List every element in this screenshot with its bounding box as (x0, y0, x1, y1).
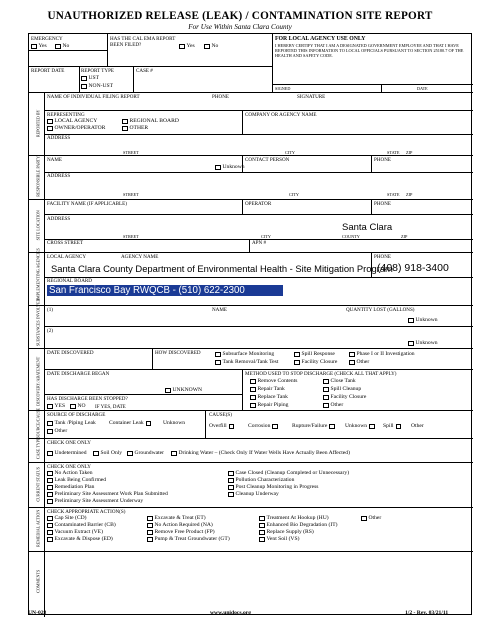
discovery-side-label: DISCOVERY/ABATEMENT (35, 356, 41, 406)
reported-by-side-label: REPORTED BY (35, 109, 41, 138)
substance-2-label: (2) (47, 328, 53, 334)
emergency-label: EMERGENCY (31, 36, 63, 42)
status-work-plan-checkbox[interactable]: Preliminary Site Assessment Work Plan Submitted (47, 491, 168, 498)
facility-closure-checkbox[interactable]: Facility Closure (294, 359, 337, 366)
calema-label: HAS THE CAL EMA REPORT BEEN FILED? (110, 36, 176, 48)
responsible-state-caption: STATE (387, 192, 400, 197)
site-phone-label: PHONE (374, 201, 391, 207)
site-county-caption: COUNTY (342, 234, 360, 239)
filer-phone-label: PHONE (212, 94, 229, 100)
emergency-no-checkbox[interactable]: No (55, 43, 69, 50)
source-unknown-checkbox[interactable]: Unknown (163, 420, 186, 426)
agency-phone-label: PHONE (374, 254, 391, 260)
cause-unknown-checkbox[interactable]: Unknown (345, 423, 377, 430)
quantity-lost-label: QUANTITY LOST (GALLONS) (346, 307, 415, 313)
site-zip-caption: ZIP (401, 234, 408, 239)
repair-piping-checkbox[interactable]: Repair Piping (250, 402, 288, 409)
method-stop-label: METHOD USED TO STOP DISCHARGE (CHECK ALL THAT APPLY) (245, 371, 397, 377)
substance-2-unknown-checkbox[interactable]: Unknown (408, 340, 438, 347)
substance-name-label: NAME (212, 307, 227, 313)
pump-treat-checkbox[interactable]: Pump & Treat Groundwater (GT) (147, 536, 230, 543)
replace-supply-checkbox[interactable]: Replace Supply (RS) (259, 529, 314, 536)
responsible-name-label: NAME (47, 157, 62, 163)
excavate-treat-checkbox[interactable]: Excavate & Treat (ET) (147, 515, 206, 522)
how-discovered-label: HOW DISCOVERED (155, 350, 201, 356)
tank-removal-checkbox[interactable]: Tank Removal/Tank Test (215, 359, 278, 366)
responsible-unknown-checkbox[interactable]: Unknown (215, 164, 245, 171)
comments-field[interactable] (46, 553, 470, 613)
rupture-failure-checkbox[interactable]: Rupture/Failure (292, 423, 337, 430)
enhanced-bio-checkbox[interactable]: Enhanced Bio Degradation (IT) (259, 522, 337, 529)
repair-tank-checkbox[interactable]: Repair Tank (250, 386, 285, 393)
spill-cleanup-checkbox[interactable]: Spill Cleanup (323, 386, 361, 393)
report-date-label: REPORT DATE (31, 68, 65, 74)
facility-name-label: FACILITY NAME (IF APPLICABLE) (47, 201, 127, 207)
site-street-caption: STREET (123, 234, 139, 239)
case-type-side-label: CASE TYPE (35, 437, 41, 460)
reporter-state-caption: STATE (387, 150, 400, 155)
status-case-closed-checkbox[interactable]: Case Closed (Cleanup Completed or Unnecessary) (228, 470, 349, 477)
current-status-side-label: CURRENT STATUS (35, 466, 41, 502)
phase-investigation-checkbox[interactable]: Phase I or II Investigation (349, 351, 415, 358)
local-agency-label: LOCAL AGENCY (47, 254, 87, 260)
implementing-agencies-side-label: IMPLEMENTING AGENCIES (35, 248, 41, 301)
contact-person-label: CONTACT PERSON (245, 157, 290, 163)
report-type-label: REPORT TYPE (81, 68, 115, 74)
status-leak-confirmed-checkbox[interactable]: Leak Being Confirmed (47, 477, 106, 484)
local-agency-use-heading: FOR LOCAL AGENCY USE ONLY (275, 36, 366, 42)
responsible-phone-label: PHONE (374, 157, 391, 163)
agency-name-label: AGENCY NAME (121, 254, 159, 260)
certification-text: I HEREBY CERTIFY THAT I AM A DESIGNATED GOVERNMENT EMPLOYEE AND THAT I HAVE REPORTED THIS INFORMATION TO LOCAL OFFICIALS PURSUANT TO SECTION 25180.7 OF THE HEALTH AND SAFETY CODE. (275, 43, 464, 59)
responsible-party-side-label: RESPONSIBLE PARTY (35, 155, 41, 197)
stopped-yes-checkbox[interactable]: YES (47, 403, 65, 410)
tank-piping-leak-checkbox[interactable]: Tank /Piping Leak (47, 420, 96, 427)
site-city-caption: CITY (261, 234, 272, 239)
signed-label: SIGNED (275, 86, 291, 91)
discovery-other-checkbox[interactable]: Other (349, 359, 369, 366)
cause-other-checkbox[interactable]: Other (411, 423, 424, 429)
vent-soil-checkbox[interactable]: Vent Soil (VS) (259, 536, 299, 543)
excavate-dispose-checkbox[interactable]: Excavate & Dispose (ED) (47, 536, 113, 543)
reporter-street-caption: STREET (123, 150, 139, 155)
apn-label: APN # (252, 240, 267, 246)
report-form (28, 33, 472, 615)
date-discharge-label: DATE DISCHARGE BEGAN (47, 371, 110, 377)
emergency-yes-checkbox[interactable]: Yes (31, 43, 47, 50)
filer-name-label: NAME OF INDIVIDUAL FILING REPORT (47, 94, 140, 100)
representing-other-checkbox[interactable]: OTHER (122, 125, 148, 132)
date-discovered-label: DATE DISCOVERED (47, 350, 94, 356)
substance-1-label: (1) (47, 307, 53, 313)
representing-regional-board-checkbox[interactable]: REGIONAL BOARD (122, 118, 179, 125)
revision: 1/2 - Rev. 03/21/11 (405, 610, 449, 616)
vacuum-extract-checkbox[interactable]: Vacuum Extract (VE) (47, 529, 103, 536)
substance-1-unknown-checkbox[interactable]: Unknown (408, 317, 438, 324)
non-ust-checkbox[interactable]: NON-UST (81, 83, 113, 90)
replace-tank-checkbox[interactable]: Replace Tank (250, 394, 288, 401)
form-subtitle: For Use Within Santa Clara County (188, 23, 292, 31)
filer-signature-label: SIGNATURE (297, 94, 326, 100)
reporter-city-caption: CITY (285, 150, 296, 155)
representing-owner-operator-checkbox[interactable]: OWNER/OPERATOR (47, 125, 105, 132)
comments-side-label: COMMENTS (35, 569, 41, 593)
drinking-water-checkbox[interactable]: Drinking Water – (Check Only If Water Wells Have Actually Been Affected) (171, 450, 350, 457)
remedial-action-side-label: REMEDIAL ACTION (35, 509, 41, 547)
subsurface-monitoring-checkbox[interactable]: Subsurface Monitoring (215, 351, 274, 358)
website: www.unidocs.org (210, 610, 252, 616)
undetermined-checkbox[interactable]: Undetermined (47, 450, 87, 457)
method-other-checkbox[interactable]: Other (323, 402, 343, 409)
cap-site-checkbox[interactable]: Cap Site (CD) (47, 515, 87, 522)
remove-free-product-checkbox[interactable]: Remove Free Product (FP) (147, 529, 215, 536)
treatment-hookup-checkbox[interactable]: Treatment At Hookup (HU) (259, 515, 329, 522)
representing-label: REPRESENTING (47, 112, 85, 118)
status-check-label: CHECK ONE ONLY (47, 464, 91, 470)
source-other-checkbox[interactable]: Other (47, 428, 67, 435)
agency-phone-value: (408) 918-3400 (377, 262, 449, 274)
overfill-checkbox[interactable]: Overfill (209, 423, 236, 430)
substances-side-label: SUBSTANCES INVOLVED (35, 298, 41, 347)
form-title: UNAUTHORIZED RELEASE (LEAK) / CONTAMINATION SITE REPORT (47, 10, 433, 22)
remedial-other-checkbox[interactable]: Other (361, 515, 381, 522)
local-agency-value: Santa Clara County Department of Environmental Health - Site Mitigation Program (51, 263, 393, 274)
responsible-zip-caption: ZIP (406, 192, 413, 197)
company-name-label: COMPANY OR AGENCY NAME (245, 112, 317, 118)
causes-label: CAUSE(S) (209, 412, 232, 418)
status-remediation-plan-checkbox[interactable]: Remediation Plan (47, 484, 94, 491)
spill-response-checkbox[interactable]: Spill Response (294, 351, 335, 358)
stopped-no-checkbox[interactable]: NO (70, 403, 86, 410)
status-pollution-characterization-checkbox[interactable]: Pollution Characterization (228, 477, 294, 484)
responsible-street-caption: STREET (123, 192, 139, 197)
method-facility-closure-checkbox[interactable]: Facility Closure (323, 394, 366, 401)
reporter-address-label: ADDRESS (47, 135, 71, 141)
form-number: UN-028 (28, 610, 47, 616)
discharge-stopped-label: HAS DISCHARGE BEEN STOPPED? (47, 396, 128, 402)
calema-no-checkbox[interactable]: No (204, 43, 218, 50)
no-action-required-checkbox[interactable]: No Action Required (NA) (147, 522, 213, 529)
status-cleanup-underway-checkbox[interactable]: Cleanup Underway (228, 491, 279, 498)
responsible-address-label: ADDRESS (47, 173, 71, 179)
date-label: DATE (417, 86, 428, 91)
soil-only-checkbox[interactable]: Soil Only (93, 450, 122, 457)
status-assessment-underway-checkbox[interactable]: Preliminary Site Assessment Underway (47, 498, 143, 505)
operator-label: OPERATOR (245, 201, 272, 207)
representing-local-agency-checkbox[interactable]: LOCAL AGENCY (47, 118, 97, 125)
container-leak-checkbox[interactable]: Container Leak (109, 420, 153, 427)
status-post-cleanup-checkbox[interactable]: Post Cleanup Monitoring in Progress (228, 484, 318, 491)
cross-street-label: CROSS STREET (47, 240, 84, 246)
contaminated-barrier-checkbox[interactable]: Contaminated Barrier (CB) (47, 522, 116, 529)
corrosion-checkbox[interactable]: Corrosion (248, 423, 280, 430)
cause-spill-checkbox[interactable]: Spill (383, 423, 403, 430)
site-address-label: ADDRESS (47, 216, 71, 222)
ust-checkbox[interactable]: UST (81, 75, 99, 82)
site-county-value: Santa Clara (342, 222, 393, 233)
status-no-action-checkbox[interactable]: No Action Taken (47, 470, 93, 477)
discharge-date-unknown-checkbox[interactable]: UNKNOWN (165, 387, 202, 394)
responsible-city-caption: CITY (289, 192, 300, 197)
site-location-side-label: SITE LOCATION (35, 210, 41, 241)
case-type-check-label: CHECK ONE ONLY (47, 440, 91, 446)
remedial-check-label: CHECK APPROPRIATE ACTION(S) (47, 509, 126, 515)
close-tank-checkbox[interactable]: Close Tank (323, 378, 356, 385)
source-discharge-label: SOURCE OF DISCHARGE (47, 412, 106, 418)
remove-contents-checkbox[interactable]: Remove Contents (250, 378, 297, 385)
regional-board-value: San Francisco Bay RWQCB - (510) 622-2300 (47, 285, 283, 296)
if-yes-date-label: IF YES, DATE (95, 404, 126, 410)
groundwater-checkbox[interactable]: Groundwater (127, 450, 164, 457)
case-number-label: CASE # (136, 68, 153, 74)
calema-yes-checkbox[interactable]: Yes (179, 43, 195, 50)
reporter-zip-caption: ZIP (406, 150, 413, 155)
source-cause-side-label: SOURCE/CAUSE (35, 407, 41, 439)
regional-board-label: REGIONAL BOARD (47, 278, 92, 284)
